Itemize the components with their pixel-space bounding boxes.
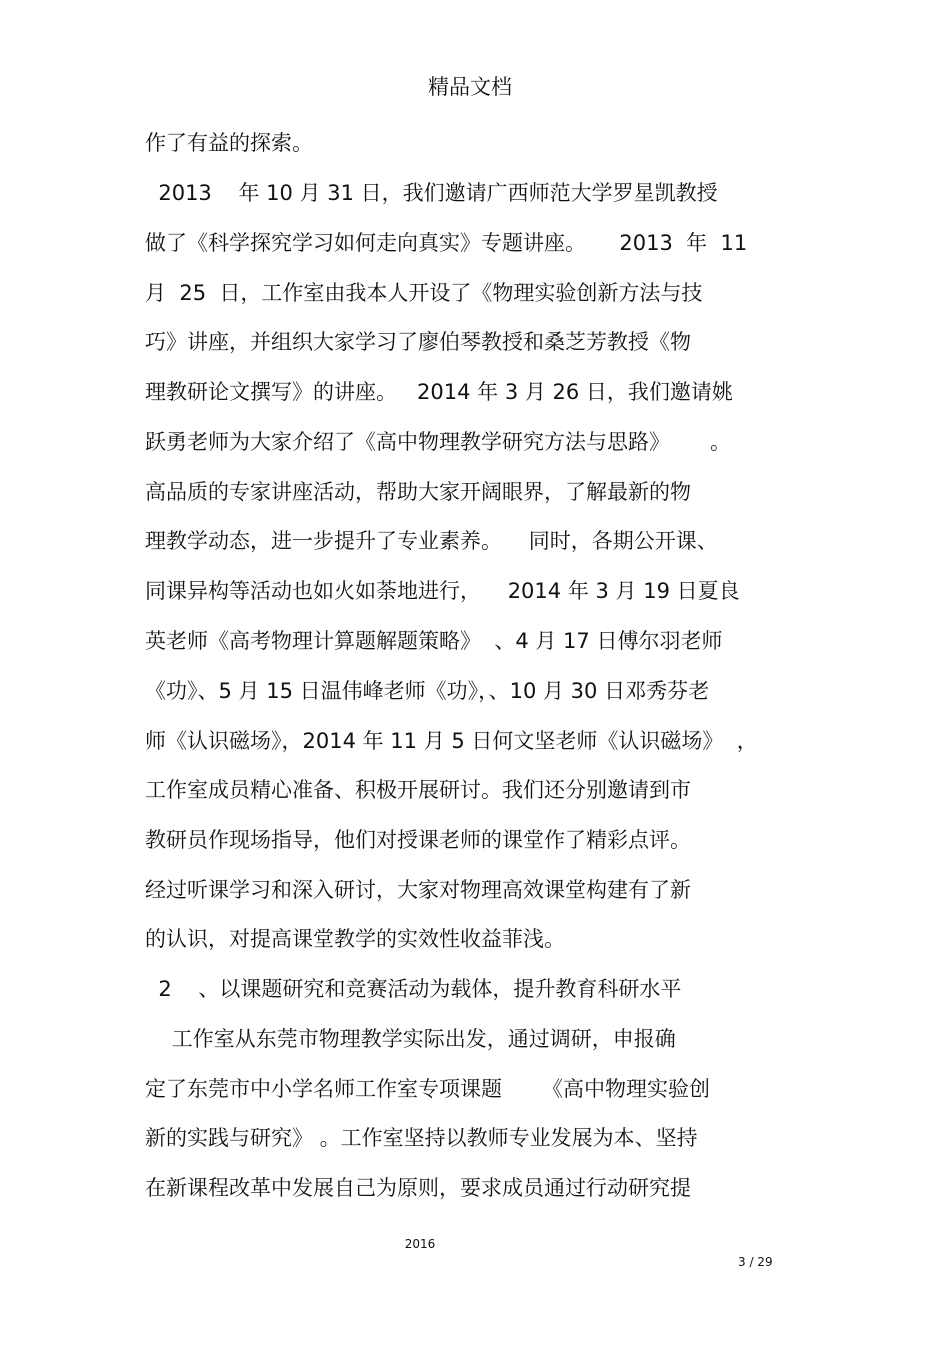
text-line: 跃勇老师为大家介绍了《高中物理教学研究方法与思路》 。 [145,430,732,454]
text-line: 作了有益的探索。 [145,131,313,155]
text-line: 高品质的专家讲座活动，帮助大家开阔眼界，了解最新的物 [145,480,691,504]
text-line: 《功》、5 月 15 日温伟峰老师《功》，、10 月 30 日邓秀芬老 [145,679,710,703]
text-line: 英老师《高考物理计算题解题策略》 、4 月 17 日傅尔羽老师 [145,629,723,653]
text-line: 的认识，对提高课堂教学的实效性收益菲浅。 [145,927,565,951]
text-line: 月 25 日，工作室由我本人开设了《物理实验创新方法与技 [145,281,703,305]
text-line: 工作室从东莞市物理教学实际出发，通过调研，申报确 [145,1027,676,1051]
section-heading: 2 、以课题研究和竞赛活动为载体，提升教育科研水平 [145,977,682,1001]
footer-year: 2016 [404,1237,436,1251]
page-number: 3 / 29 [738,1255,773,1269]
text-line: 理教研论文撰写》的讲座。 2014 年 3 月 26 日，我们邀请姚 [145,380,733,404]
text-line: 在新课程改革中发展自己为原则，要求成员通过行动研究提 [145,1176,691,1200]
text-line: 同课异构等活动也如火如荼地进行， 2014 年 3 月 19 日夏良 [145,579,740,603]
text-line: 2013 年 10 月 31 日，我们邀请广西师范大学罗星凯教授 [145,181,718,205]
page-header-title: 精品文档 [428,75,512,99]
text-line: 教研员作现场指导，他们对授课老师的课堂作了精彩点评。 [145,828,691,852]
text-line: 理教学动态，进一步提升了专业素养。 同时，各期公开课、 [145,529,718,553]
text-line: 经过听课学习和深入研讨，大家对物理高效课堂构建有了新 [145,878,691,902]
text-line: 巧》讲座，并组织大家学习了廖伯琴教授和桑芝芳教授《物 [145,330,691,354]
text-line: 师《认识磁场》，2014 年 11 月 5 日何文坚老师《认识磁场》 ， [145,729,758,753]
text-line: 新的实践与研究》 。工作室坚持以教师专业发展为本、坚持 [145,1126,698,1150]
text-line: 工作室成员精心准备、积极开展研讨。我们还分别邀请到市 [145,778,691,802]
text-line: 做了《科学探究学习如何走向真实》专题讲座。 2013 年 11 [145,231,748,255]
text-line: 定了东莞市中小学名师工作室专项课题 《高中物理实验创 [145,1077,711,1101]
